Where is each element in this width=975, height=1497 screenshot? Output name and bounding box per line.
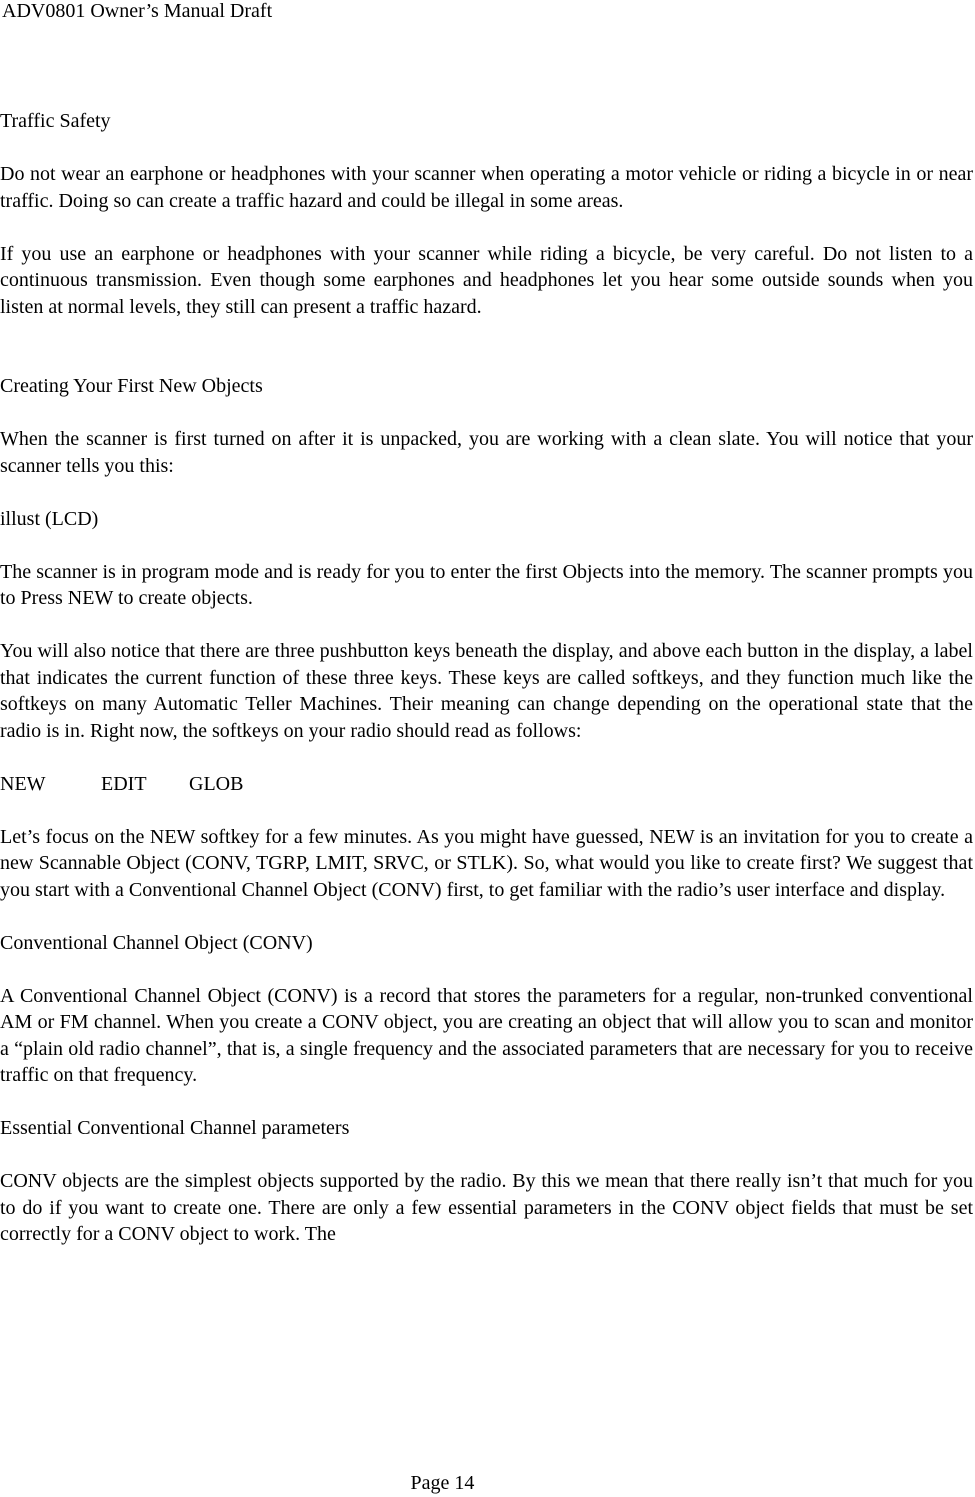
section-heading-conv: Conventional Channel Object (CONV) bbox=[0, 931, 313, 954]
section-heading-essential-parameters: Essential Conventional Channel parameters bbox=[0, 1117, 350, 1139]
paragraph: The scanner is in program mode and is ready for you to enter the first Objects into the memory. The scanner prompts you to Press NEW to create objects. bbox=[0, 560, 973, 609]
section-heading-creating-objects: Creating Your First New Objects bbox=[0, 375, 263, 397]
illustration-placeholder: illust (LCD) bbox=[0, 507, 99, 530]
page-number: Page 14 bbox=[410, 1472, 475, 1494]
paragraph: Do not wear an earphone or headphones with your scanner when operating a motor vehicle or riding a bicycle in or near traffic. Doing so can create a traffic hazard and could be illegal in some areas. bbox=[0, 163, 973, 212]
paragraph: CONV objects are the simplest objects supported by the radio. By this we mean that there really isn’t that much for you to do if you want to create one. There are only a few essential parameters in the CONV object fields that must be set correctly for a CONV object to work. The bbox=[0, 1170, 973, 1245]
document-header: ADV0801 Owner’s Manual Draft bbox=[2, 0, 273, 22]
paragraph: A Conventional Channel Object (CONV) is a record that stores the parameters for a regular, non-trunked conventional AM or FM channel. When you create a CONV object, you are creating an object that will allow you to scan and monitor a “plain old radio channel”, that is, a single frequency and the associated parameters that are necessary for you to receive traffic on that frequency. bbox=[0, 984, 973, 1086]
section-heading-traffic-safety: Traffic Safety bbox=[0, 110, 111, 132]
paragraph: If you use an earphone or headphones with your scanner while riding a bicycle, be very careful. Do not listen to a continuous transmission. Even though some earphones and headphones let you hear some outside sounds when you listen at normal levels, they still can present a traffic hazard. bbox=[0, 242, 973, 318]
paragraph: Let’s focus on the NEW softkey for a few minutes. As you might have guessed, NEW is an invitation for you to create a new Scannable Object (CONV, TGRP, LMIT, SRVC, or STLK). So, what would you like to create first? We suggest that you start with a Conventional Channel Object (CONV) first, to get familiar with the radio’s user interface and display. bbox=[0, 825, 973, 901]
paragraph: You will also notice that there are three pushbutton keys beneath the display, and above each button in the display, a label that indicates the current function of these three keys. These keys are called softkeys, and they function much like the softkeys on many Automatic Teller Machines. Their meaning can change depending on the operational state that the radio is in. Right now, the softkeys on your radio should read as follows: bbox=[0, 640, 973, 742]
softkey-label-new: NEW bbox=[0, 772, 46, 795]
document-body bbox=[0, 108, 973, 1274]
softkey-list bbox=[0, 771, 973, 798]
paragraph: When the scanner is first turned on after it is unpacked, you are working with a clean slate. You will notice that your scanner tells you this: bbox=[0, 428, 973, 477]
softkey-label-edit: EDIT bbox=[101, 772, 147, 795]
softkey-label-glob: GLOB bbox=[189, 772, 244, 795]
